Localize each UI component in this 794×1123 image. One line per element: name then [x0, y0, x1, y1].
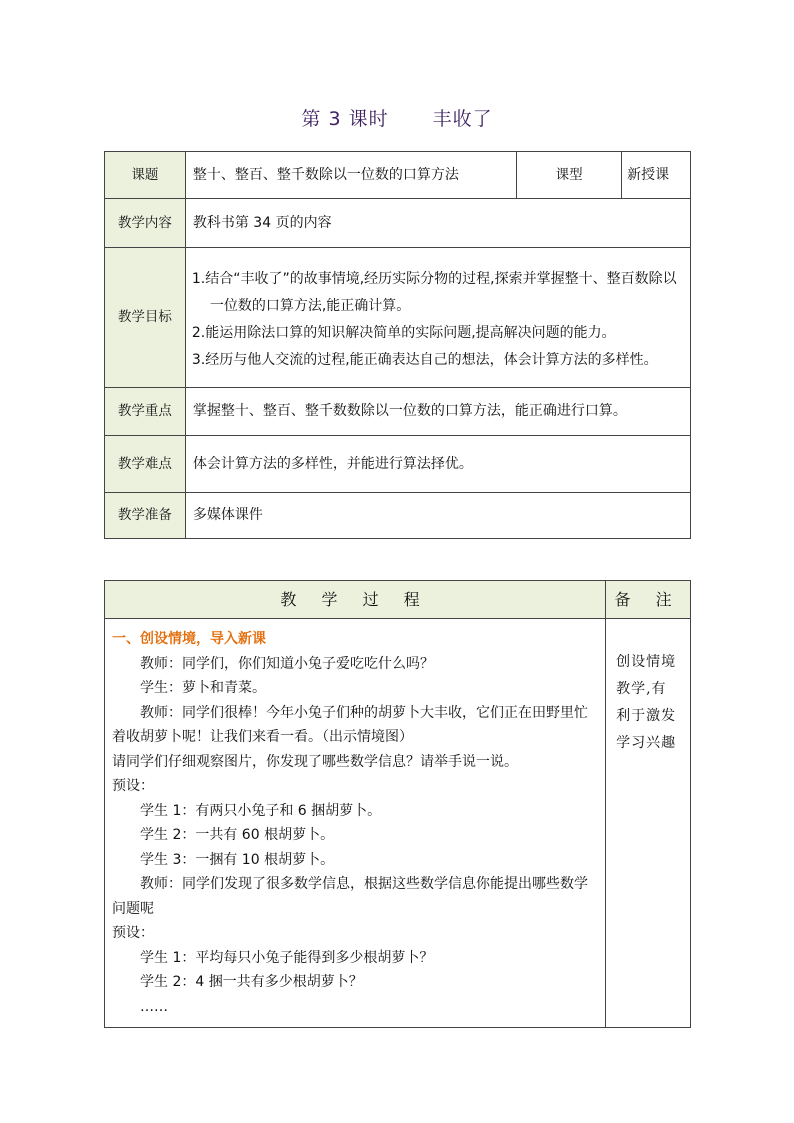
dialogue-line: 学生 1：有两只小兔子和 6 捆胡萝卜。	[140, 802, 382, 819]
prep-label: 教学准备	[105, 493, 186, 539]
prep-row	[105, 493, 691, 539]
process-content	[105, 619, 606, 1028]
dialogue-line: 学生 1：平均每只小兔子能得到多少根胡萝卜？	[140, 949, 434, 966]
note-content: 创设情境教学,有利于激发学习兴趣	[606, 619, 691, 1028]
difficulty-row	[105, 436, 691, 493]
dialogue-line: 学生 2：一共有 60 根胡萝卜。	[140, 827, 335, 843]
dialogue-line: ……	[140, 998, 168, 1015]
goal-item: 2.能运用除法口算的知识解决简单的实际问题,提高解决问题的能力。	[191, 324, 616, 341]
page-title	[0, 104, 794, 131]
teaching-process-table	[104, 580, 691, 1028]
topic-value: 整十、整百、整千数除以一位数的口算方法	[185, 152, 516, 199]
key-row	[105, 388, 691, 436]
lesson-name: 丰收了	[432, 108, 493, 130]
dialogue-line: 预设：	[112, 925, 154, 941]
topic-label: 课题	[105, 152, 186, 199]
goals-row	[105, 248, 691, 388]
goal-item: 1.结合“丰收了”的故事情境,经历实际分物的过程,探索并掌握整十、整百数除以一位数的口算方法,能正确计算。	[191, 270, 677, 314]
process-body-row	[105, 619, 691, 1028]
content-value: 教科书第 34 页的内容	[185, 199, 690, 248]
dialogue-line: 学生：萝卜和青菜。	[140, 680, 266, 696]
note-header: 备 注	[606, 581, 691, 619]
key-label: 教学重点	[105, 388, 186, 436]
type-value: 新授课	[622, 152, 691, 199]
content-label: 教学内容	[105, 199, 186, 248]
difficulty-value: 体会计算方法的多样性，并能进行算法择优。	[185, 436, 690, 493]
section-title: 一、创设情境，导入新课	[112, 631, 266, 647]
type-label: 课型	[517, 152, 622, 199]
goals-label: 教学目标	[105, 248, 186, 388]
goal-item: 3.经历与他人交流的过程,能正确表达自己的想法，体会计算方法的多样性。	[191, 351, 658, 368]
difficulty-label: 教学难点	[105, 436, 186, 493]
lesson-info-table	[104, 151, 691, 539]
goals-value	[185, 248, 690, 388]
dialogue-line: 学生 3：一捆有 10 根胡萝卜。	[140, 851, 335, 868]
key-value: 掌握整十、整百、整千数数除以一位数的口算方法，能正确进行口算。	[185, 388, 690, 436]
dialogue-line: 请同学们仔细观察图片，你发现了哪些数学信息？请举手说一说。	[112, 753, 518, 770]
dialogue-line: 学生 2：4 捆一共有多少根胡萝卜？	[140, 974, 363, 990]
dialogue-line: 教师：同学们，你们知道小兔子爱吃吃什么吗？	[140, 655, 434, 672]
content-row	[105, 199, 691, 248]
prep-value: 多媒体课件	[185, 493, 690, 539]
process-header-row	[105, 581, 691, 619]
topic-row	[105, 152, 691, 199]
dialogue-line: 教师：同学们很棒！今年小兔子们种的胡萝卜大丰收，它们正在田野里忙着收胡萝卜呢！让我们来看一看。（出示情境图）	[112, 704, 588, 745]
process-header: 教 学 过 程	[105, 581, 606, 619]
dialogue-line: 预设：	[112, 778, 154, 794]
dialogue-line: 教师：同学们发现了很多数学信息，根据这些数学信息你能提出哪些数学问题呢	[112, 876, 588, 917]
lesson-number: 第 3 课时	[301, 108, 389, 130]
